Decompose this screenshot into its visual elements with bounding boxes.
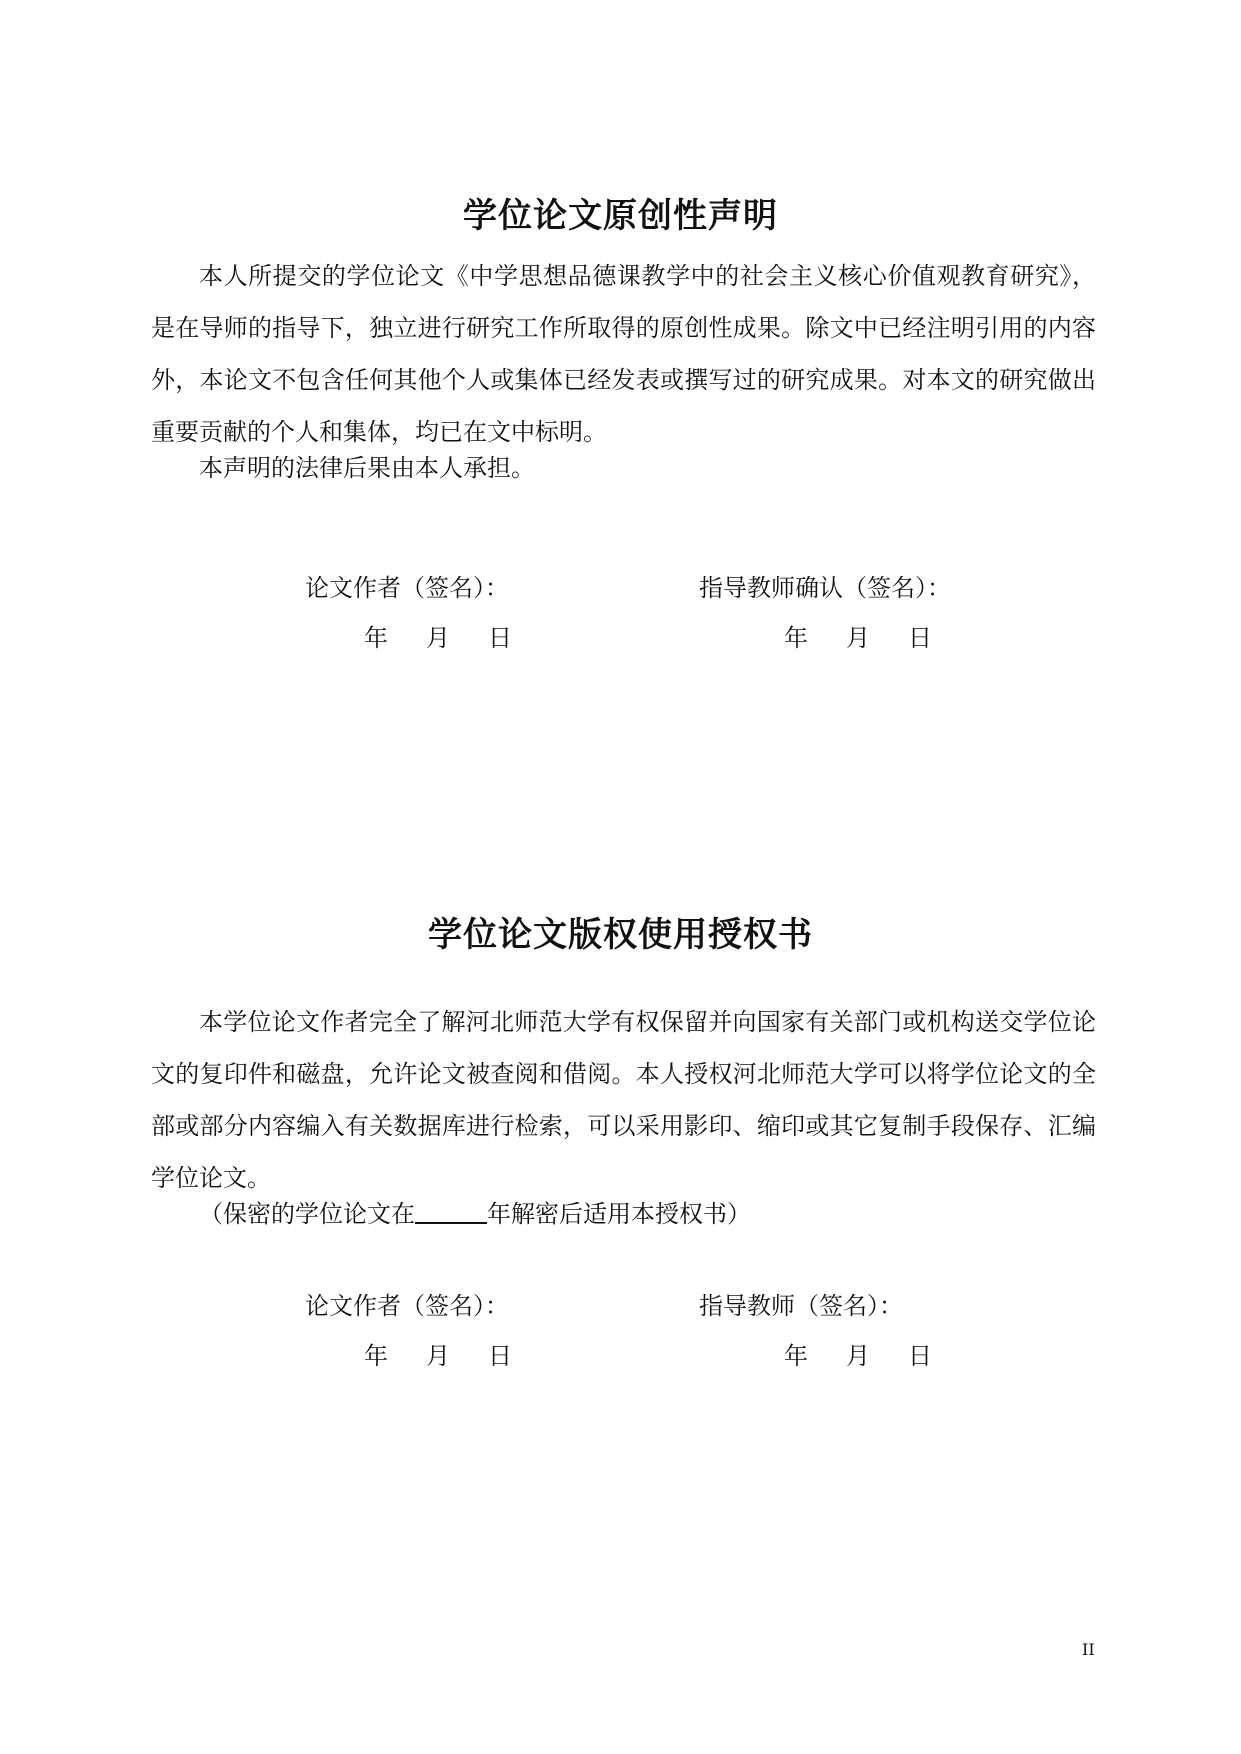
month-label: 月: [426, 1342, 450, 1370]
confidential-years-blank: [415, 1198, 487, 1224]
page-number: II: [1082, 1640, 1095, 1659]
year-label: 年: [364, 624, 388, 652]
declaration-paragraph: 本人所提交的学位论文《中学思想品德课教学中的社会主义核心价值观教育研究》，是在导师的指导下，独立进行研究工作所取得的原创性成果。除文中已经注明引用的内容外，本论文不包含任何其他个人或集体已经发表或撰写过的研究成果。对本文的研究做出重要贡献的个人和集体，均已在文中标明。: [151, 262, 1096, 446]
month-label: 月: [426, 624, 450, 652]
year-label: 年: [364, 1342, 388, 1370]
copyright-author-date: [364, 1340, 512, 1372]
copyright-paragraph: 本学位论文作者完全了解河北师范大学有权保留并向国家有关部门或机构送交学位论文的复印件和磁盘，允许论文被查阅和借阅。本人授权河北师范大学可以将学位论文的全部或部分内容编入有关数据库进行检索，可以采用影印、缩印或其它复制手段保存、汇编学位论文。: [151, 1008, 1096, 1192]
month-label: 月: [846, 1342, 870, 1370]
declaration-liability-statement: 本声明的法律后果由本人承担。: [199, 454, 535, 482]
copyright-title: 学位论文版权使用授权书: [428, 915, 813, 955]
confidential-note: [199, 1198, 751, 1230]
day-label: 日: [488, 1342, 512, 1370]
confidential-note-prefix: （保密的学位论文在: [199, 1200, 415, 1228]
copyright-author-signature-label: 论文作者（签名）：: [305, 1292, 509, 1320]
copyright-advisor-date: [784, 1340, 932, 1372]
copyright-advisor-signature-label: 指导教师（签名）：: [699, 1292, 903, 1320]
day-label: 日: [908, 624, 932, 652]
declaration-advisor-date: [784, 622, 932, 654]
day-label: 日: [488, 624, 512, 652]
year-label: 年: [784, 624, 808, 652]
day-label: 日: [908, 1342, 932, 1370]
confidential-note-suffix: 年解密后适用本授权书）: [487, 1200, 751, 1228]
month-label: 月: [846, 624, 870, 652]
declaration-title: 学位论文原创性声明: [463, 196, 778, 236]
year-label: 年: [784, 1342, 808, 1370]
declaration-author-signature-label: 论文作者（签名）：: [305, 574, 509, 602]
declaration-advisor-signature-label: 指导教师确认（签名）：: [699, 574, 951, 602]
declaration-author-date: [364, 622, 512, 654]
